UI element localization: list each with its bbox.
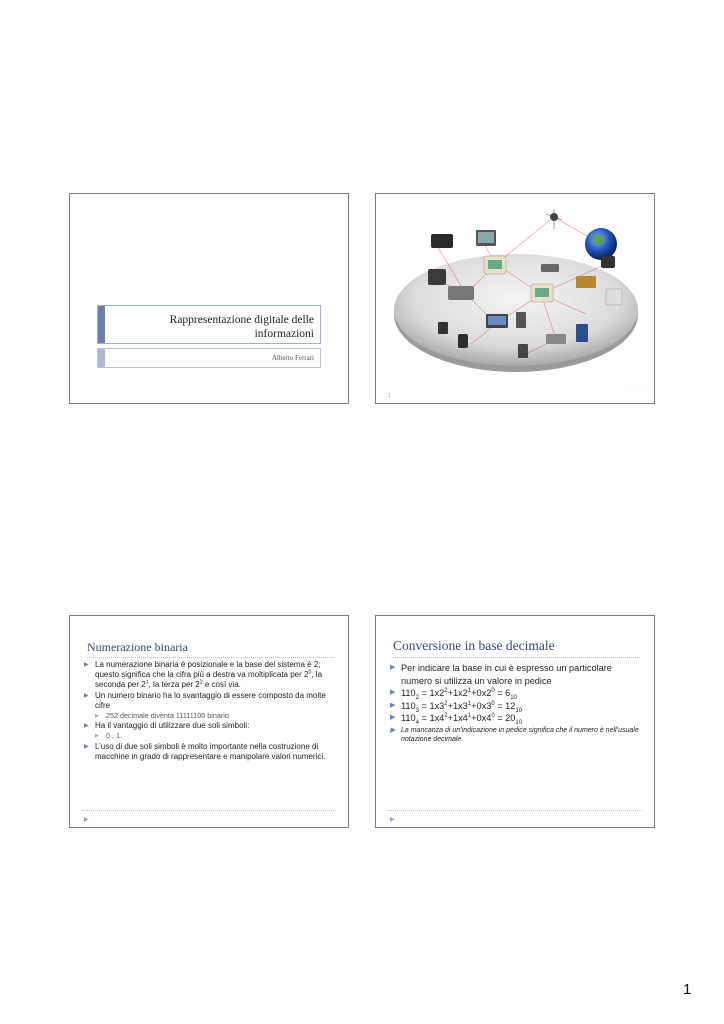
slide-body: [390, 662, 642, 745]
bullet-text: La mancanza di un’indicazione in pedice significa che il numero è nell’usuale notazione decimale.: [401, 726, 639, 744]
bullet-item: [84, 691, 336, 711]
slide-title-text: Conversione in base decimale: [393, 638, 555, 653]
title-divider: [393, 657, 640, 658]
bullet-item: [390, 726, 642, 745]
slide-numerazione-binaria: [69, 615, 349, 828]
page-number: 1: [683, 981, 692, 998]
bullet-text: $110_3 = 1x3^2+1x3^1+0x3^0 = 12_{10}$: [401, 700, 522, 714]
bullet-text: $110_4 = 1x4^2+1x4^1+0x4^0 = 20_{10}$: [401, 713, 522, 727]
bullet-text: L’uso di due soli simboli è molto importante nella costruzione di macchine in grado di rappresentare e manipolare valori numerici.: [95, 741, 326, 761]
bullet-arrow-icon: ▶: [84, 662, 89, 668]
footer-arrow-icon: ▶: [84, 817, 89, 823]
slide-conversione-base-decimale: [375, 615, 655, 828]
bullet-text: 0 , 1.: [106, 731, 122, 741]
bullet-arrow-icon: ▶: [390, 664, 396, 671]
bullet-arrow-icon: ▶: [390, 701, 396, 709]
bullet-arrow-icon: ▶: [84, 743, 89, 750]
bullet-text: $110_2 = 1x2^2+1x2^1+0x2^0 = 6_{10}$: [401, 688, 517, 702]
slide-dots: . . .: [630, 382, 642, 388]
bullet-arrow-icon: ▶: [390, 726, 396, 734]
slide-title: [69, 193, 349, 404]
subtitle-box: [97, 348, 321, 368]
bullet-text: Ha il vantaggio di utilizzare due soli simboli:: [95, 721, 250, 731]
bullet-item: [390, 712, 642, 725]
bullet-item: [390, 662, 642, 687]
bullet-arrow-icon: ▶: [84, 692, 89, 699]
bullet-arrow-icon: ▶: [95, 713, 99, 720]
sub-bullet-item: [84, 711, 336, 721]
bullet-arrow-icon: ▶: [84, 723, 89, 730]
title-box: [97, 305, 321, 344]
bullet-text: Per indicare la base in cui è espresso un particolare numero si utilizza un valore in pedice: [401, 663, 612, 686]
bullet-text: Un numero binario ha lo svantaggio di essere composto da molte cifre: [95, 690, 326, 710]
footer-divider: [388, 810, 642, 811]
bullet-item: [84, 742, 336, 762]
bullet-arrow-icon: ▶: [95, 733, 99, 740]
bullet-item: [390, 700, 642, 713]
bullet-item: [390, 687, 642, 700]
subtitle-accent-bar: [98, 349, 105, 367]
slide-title-text: Numerazione binaria: [87, 640, 188, 654]
slide-network-image: [375, 193, 655, 404]
bullet-item: [84, 660, 336, 691]
bullet-item: [84, 721, 336, 731]
author-name: Alberto Ferrari: [271, 354, 314, 362]
footer-divider: [82, 810, 336, 811]
bullet-arrow-icon: ▶: [390, 689, 396, 697]
network-devices-illustration: [376, 194, 654, 403]
footer-arrow-icon: ▶: [390, 817, 395, 823]
bullet-text: La numerazione binaria è posizionale e la base del sistema è 2; questo significa che la cifra più a destra va moltiplicata per $2^0$, la seconda per $2^1$, la terza per $2^2$ e così via.: [95, 660, 323, 690]
title-accent-bar: [98, 306, 105, 343]
slide-body: [84, 660, 336, 762]
bullet-arrow-icon: ▶: [390, 714, 396, 722]
bullet-text: 252 decimale diventa 11111100 binario: [106, 711, 229, 721]
title-divider: [87, 657, 334, 658]
slide-page-label: 1: [388, 393, 391, 399]
presentation-title: Rappresentazione digitale delle informazioni: [169, 314, 314, 340]
sub-bullet-item: [84, 731, 336, 741]
